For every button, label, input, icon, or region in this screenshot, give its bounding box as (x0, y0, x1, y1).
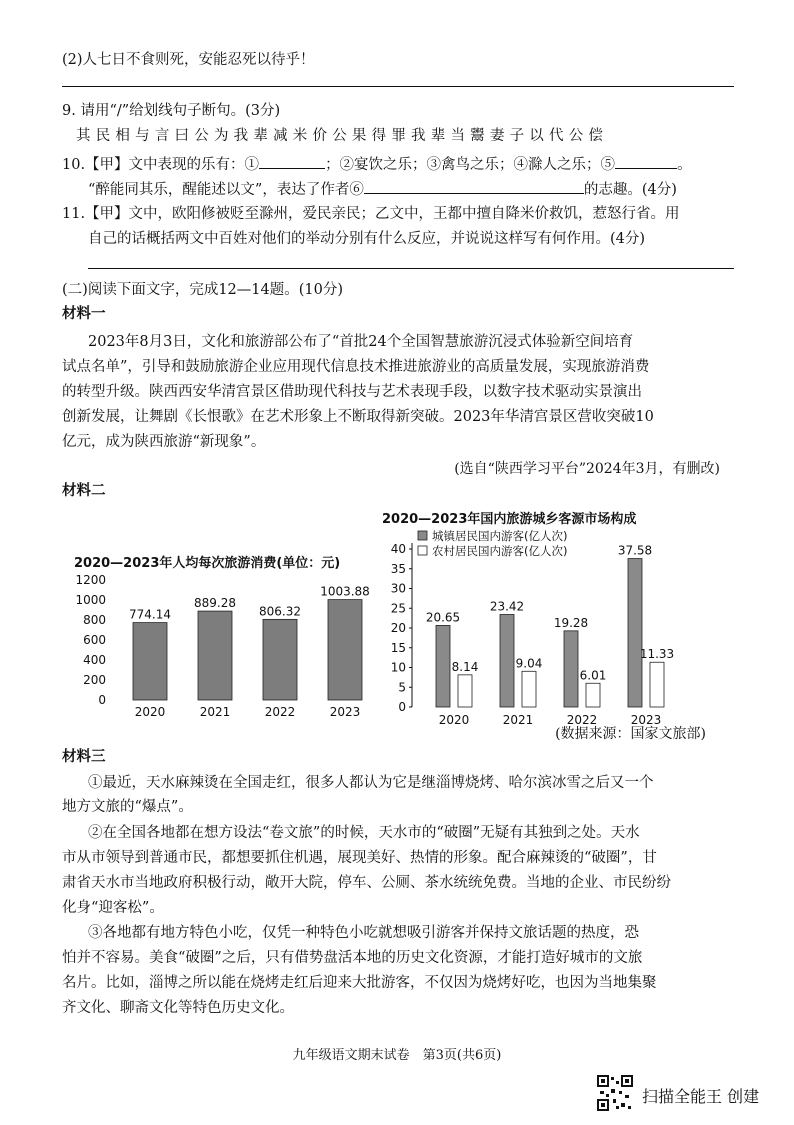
data-label: 1003.88 (320, 584, 370, 599)
material-3-text: 肃省天水市当地政府积极行动，敞开大院，停车、公厕、茶水统统免费。当地的企业、市民纷纷 (62, 875, 671, 891)
bar (500, 614, 514, 707)
y-tick-label: 40 (390, 542, 406, 556)
material-3-heading: 材料三 (62, 748, 106, 765)
x-tick-label: 2020 (134, 705, 166, 719)
data-label: 23.42 (489, 599, 525, 614)
material-3-text: ①最近，天水麻辣烫在全国走红，很多人都认为它是继淄博烧烤、哈尔滨冰雪之后又一个 (88, 775, 654, 791)
x-tick-label: 2022 (566, 713, 598, 727)
bar (564, 631, 578, 707)
material-3-text: 地方文旅的“爆点”。 (62, 799, 193, 815)
legend-label: 农村居民国内游客(亿人次) (432, 544, 568, 558)
material-3-text: 怕并不容易。美食“破圈”之后，只有借势盘活本地的历史文化资源，才能打造好城市的文旅 (62, 950, 643, 966)
q10-part-d: “醉能同其乐，醒能述以文”，表达了作者⑥ (88, 182, 364, 198)
y-tick-label: 200 (83, 673, 106, 687)
y-tick-label: 0 (398, 700, 406, 714)
q10-part-a: 10.【甲】文中表现的乐有：① (62, 157, 260, 173)
x-tick-label: 2023 (329, 705, 361, 719)
bar (436, 625, 450, 707)
chart-2-title: 2020—2023年国内旅游城乡客源市场构成 (382, 512, 637, 527)
data-label: 806.32 (259, 604, 301, 619)
bar (198, 611, 232, 700)
bar (263, 619, 297, 700)
bar (650, 662, 664, 707)
material-2-heading: 材料二 (62, 482, 106, 499)
x-tick-label: 2021 (199, 705, 231, 719)
data-label: 11.33 (639, 647, 675, 662)
material-1-text: 试点名单”，引导和鼓励旅游企业应用现代信息技术推进旅游业的高质量发展，实现旅游消费 (62, 359, 650, 375)
data-label: 19.28 (553, 615, 589, 630)
legend-swatch (418, 531, 427, 540)
question-11-line2: 自己的话概括两文中百姓对他们的举动分别有什么反应，并说说这样写有何作用。(4分) (88, 231, 646, 247)
y-tick-label: 1000 (75, 593, 106, 607)
material-1-heading: 材料一 (62, 305, 106, 322)
question-11-line1: 11.【甲】文中，欧阳修被贬至滁州，爱民亲民；乙文中，王都中擅自降米价救饥，惹怒行省。用 (62, 206, 680, 222)
answer-line (62, 86, 734, 87)
question-10-line2 (88, 178, 734, 200)
question-9-sentence: 其 民 相 与 言 曰 公 为 我 辈 减 米 价 公 果 得 罪 我 辈 当 鬻 妻 子 以 代 公 偿 (76, 128, 604, 144)
y-tick-label: 15 (390, 640, 406, 655)
data-label: 20.65 (425, 610, 461, 625)
y-tick-label: 600 (83, 633, 106, 647)
material-1-source: (选自“陕西学习平台”2024年3月，有删改) (454, 461, 720, 477)
blank-1[interactable] (259, 153, 325, 169)
material-3-text: 市从市领导到普通市民，都想要抓住机遇，展现美好、热情的形象。配合麻辣烫的“破圈”，甘 (62, 850, 657, 866)
y-tick-label: 30 (390, 581, 406, 596)
material-3-text: ③各地都有地方特色小吃，仅凭一种特色小吃就想吸引游客并保持文旅话题的热度，恐 (88, 925, 639, 941)
bar (458, 675, 472, 707)
x-tick-label: 2022 (264, 705, 296, 719)
q10-part-b: ；②宴饮之乐；③禽鸟之乐；④滁人之乐；⑤ (325, 157, 616, 173)
question-9: 9. 请用“/”给划线句子断句。(3分) (62, 103, 281, 119)
material-1-text: 创新发展，让舞剧《长恨歌》在艺术形象上不断取得新突破。2023年华清宫景区营收突破10 (62, 409, 654, 425)
material-3-text: 齐文化、聊斋文化等特色历史文化。 (62, 1000, 294, 1016)
data-label: 37.58 (617, 543, 653, 558)
chart-1 (62, 568, 372, 728)
x-tick-label: 2020 (438, 713, 470, 727)
bar (133, 623, 167, 700)
legend-swatch (418, 546, 427, 555)
y-tick-label: 1200 (75, 573, 106, 587)
chart-2 (380, 525, 700, 730)
x-tick-label: 2023 (630, 713, 662, 727)
material-3-text: 名片。比如，淄博之所以能在烧烤走红后迎来大批游客，不仅因为烧烤好吃，也因为当地集聚 (62, 975, 657, 991)
material-1-text: 亿元，成为陕西旅游“新现象”。 (62, 434, 266, 450)
bar (328, 600, 362, 700)
y-tick-label: 35 (390, 561, 406, 576)
y-tick-label: 0 (98, 693, 106, 707)
bar (522, 671, 536, 707)
x-tick-label: 2021 (502, 713, 534, 727)
blank-6[interactable] (364, 178, 584, 194)
q10-part-e: 的志趣。(4分) (583, 182, 677, 198)
bar (586, 683, 600, 707)
question-8-2-line: (2)人七日不食则死，安能忍死以待乎！ (62, 52, 315, 68)
data-label: 6.01 (579, 668, 607, 683)
material-2-source: (数据来源：国家文旅部) (555, 726, 706, 742)
material-3-text: 化身“迎客松”。 (62, 900, 164, 916)
q10-part-c: 。 (677, 157, 692, 173)
bar (628, 559, 642, 707)
material-1-text: 2023年8月3日，文化和旅游部公布了“首批24个全国智慧旅游沉浸式体验新空间培育 (88, 334, 634, 350)
data-label: 889.28 (194, 596, 236, 611)
y-tick-label: 400 (83, 653, 106, 667)
material-3-text: ②在全国各地都在想方设法“卷文旅”的时候，天水市的“破圈”无疑有其独到之处。天水 (88, 825, 640, 841)
chart-1-title: 2020—2023年人均每次旅游消费(单位：元) (74, 556, 341, 571)
y-tick-label: 20 (390, 621, 406, 635)
data-label: 9.04 (515, 656, 543, 671)
scanner-watermark: 扫描全能王 创建 (642, 1087, 760, 1106)
qr-code-icon (597, 1075, 633, 1111)
legend-label: 城镇居民国内游客(亿人次) (432, 529, 568, 543)
y-tick-label: 5 (398, 680, 406, 695)
answer-line (88, 268, 734, 269)
y-tick-label: 10 (390, 660, 406, 675)
data-label: 774.14 (129, 607, 171, 622)
data-label: 8.14 (451, 659, 479, 674)
y-tick-label: 800 (83, 613, 106, 627)
blank-5[interactable] (615, 153, 677, 169)
page-footer: 九年级语文期末试卷 第3页(共6页) (292, 1048, 502, 1063)
section-2-heading: (二)阅读下面文字，完成12—14题。(10分) (62, 282, 343, 298)
material-1-text: 的转型升级。陕西西安华清宫景区借助现代科技与艺术表现手段，以数字技术驱动实景演出 (62, 384, 642, 400)
question-10-line1 (62, 153, 734, 175)
y-tick-label: 25 (390, 601, 406, 616)
